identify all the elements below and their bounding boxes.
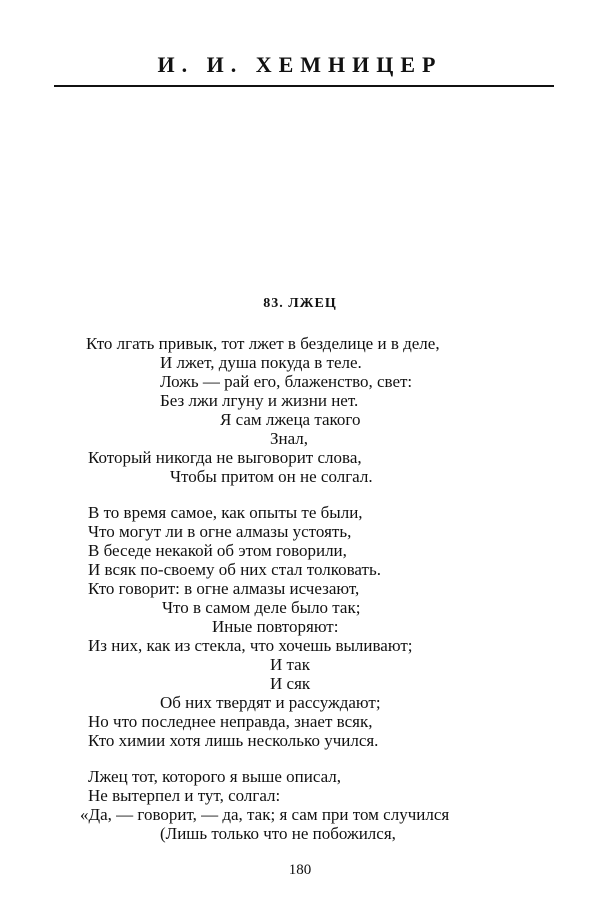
poem-line: Из них, как из стекла, что хочешь выливают; — [88, 636, 413, 655]
poem-line: «Да, — говорит, — да, так; я сам при том случился — [80, 805, 450, 824]
poem-line: (Лишь только что не побожился, — [160, 824, 396, 843]
poem-line: И так — [270, 655, 310, 674]
poem-line: Я сам лжеца такого — [220, 410, 361, 429]
poem-line: Без лжи лгуну и жизни нет. — [160, 391, 359, 410]
poem-line: Об них твердят и рассуждают; — [160, 693, 381, 712]
poem-line: Иные повторяют: — [212, 617, 339, 636]
poem-line: И сяк — [270, 674, 311, 693]
poem-line: Кто лгать привык, тот лжет в безделице и в деле, — [86, 334, 440, 353]
poem-line: Но что последнее неправда, знает всяк, — [88, 712, 373, 731]
header-rule — [54, 85, 554, 87]
poem-line: Чтобы притом он не солгал. — [170, 467, 373, 486]
poem-line: В беседе некакой об этом говорили, — [88, 541, 347, 560]
poem-line: В то время самое, как опыты те были, — [88, 503, 363, 522]
poem-line: И всяк по-своему об них стал толковать. — [88, 560, 381, 579]
poem-line: Что могут ли в огне алмазы устоять, — [88, 522, 352, 541]
poem-line: Что в самом деле было так; — [162, 598, 361, 617]
running-header-author: И. И. ХЕМНИЦЕР — [157, 52, 443, 77]
poem-line: Кто говорит: в огне алмазы исчезают, — [88, 579, 360, 598]
poem-line: Не вытерпел и тут, солгал: — [88, 786, 281, 805]
poem-line: И лжет, душа покуда в теле. — [160, 353, 362, 372]
page-number: 180 — [288, 862, 312, 878]
poem-line: Кто химии хотя лишь несколько учился. — [88, 731, 379, 750]
poem-line: Лжец тот, которого я выше описал, — [88, 767, 342, 786]
poem-title: 83. ЛЖЕЦ — [263, 296, 337, 311]
poem-line: Который никогда не выговорит слова, — [88, 448, 362, 467]
poem-line: Ложь — рай его, блаженство, свет: — [160, 372, 413, 391]
poem-line: Знал, — [270, 429, 309, 448]
